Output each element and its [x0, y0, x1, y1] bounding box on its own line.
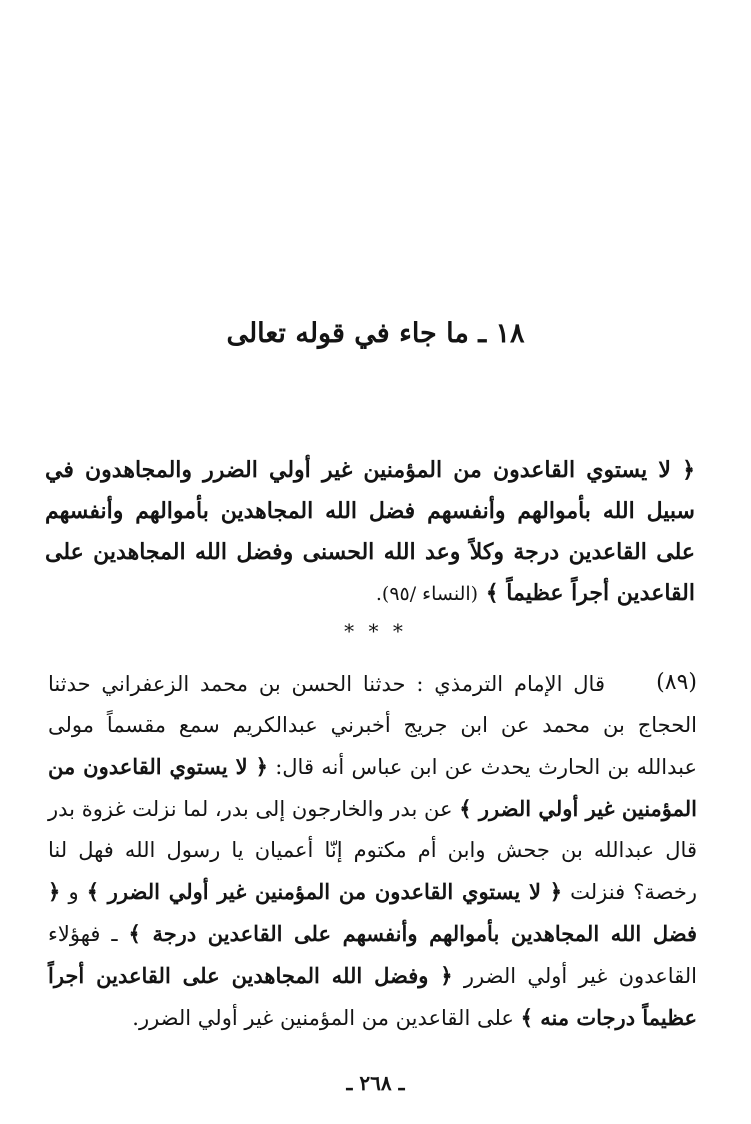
chapter-title: ١٨ ـ ما جاء في قوله تعالى — [226, 318, 525, 349]
hadith-narration-4: على القاعدين من المؤمنين غير أولي الضرر. — [132, 1006, 514, 1030]
section-separator: * * * — [344, 619, 407, 643]
hadith-quote-1: ﴿ لا يستوي القاعدون من المؤمنين غير أولي الضرر ﴾ — [48, 754, 698, 821]
hadith-quote-3: ﴿ فضل الله المجاهدين بأموالهم وأنفسهم على القاعدين درجة ﴾ — [48, 879, 697, 946]
verse-text: ﴿ لا يستوي القاعدون من المؤمنين غير أولي الضرر والمجاهدون في سبيل الله بأموالهم وأنفسهم فضل الله المجاهدين بأموالهم وأنفسهم على القاعدين درجة وكلاً وعد الله الحسنى وفضل الله المجاهدين على القاعدين أجراً عظيماً ﴾ — [45, 457, 695, 606]
hadith-narration-1: قال الإمام الترمذي : حدثنا الحسن بن محمد الزعفراني حدثنا الحجاج بن محمد عن ابن جريج أخبرني عبدالكريم سمع مقسماً مولى عبدالله بن الحارث يحدث عن ابن عباس أنه قال: — [48, 672, 697, 779]
hadith-narration-3: ـ فهؤلاء القاعدون غير أولي الضرر — [48, 922, 698, 988]
page-number: ـ ٢٦٨ ـ — [346, 1071, 405, 1095]
hadith-narration-2: عن بدر والخارجون إلى بدر، لما نزلت غزوة بدر قال عبدالله بن جحش وابن أم مكتوم إنّا أعميان يا رسول الله فهل لنا رخصة؟ فنزلت — [48, 797, 697, 904]
hadith-number: (٨٩) — [656, 670, 697, 695]
verse-reference: (النساء /٩٥). — [375, 583, 479, 605]
hadith-quote-4: ﴿ وفضل الله المجاهدين على القاعدين أجراً عظيماً درجات منه ﴾ — [48, 963, 697, 1030]
quran-verse — [45, 450, 695, 615]
hadith-quote-2: ﴿ لا يستوي القاعدون من المؤمنين غير أولي الضرر ﴾ — [86, 879, 562, 904]
hadith-text — [48, 664, 697, 1039]
hadith-conjunction: و — [68, 880, 79, 904]
